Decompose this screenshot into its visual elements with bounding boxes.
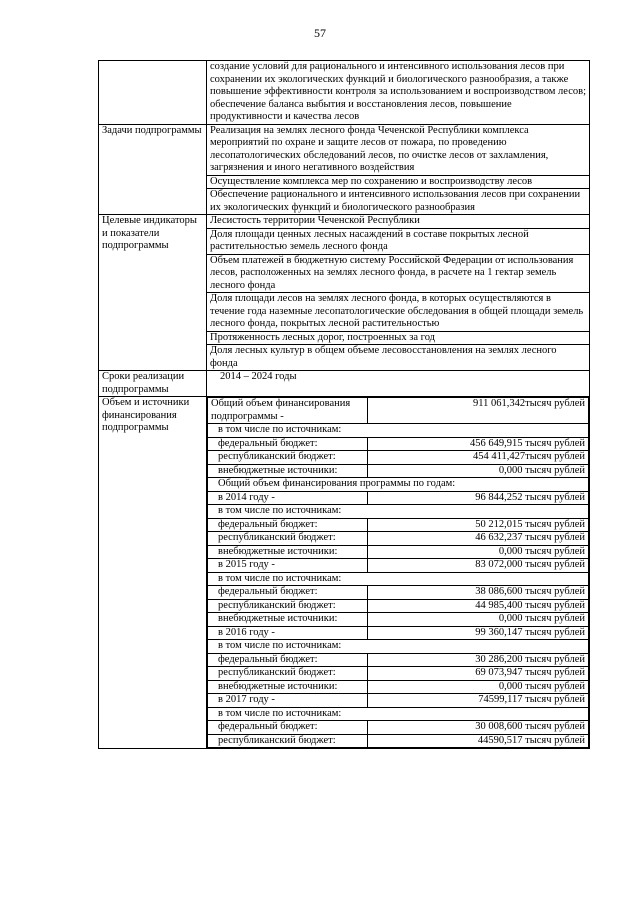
fin-republic-value: 44 985,400 тысяч рублей — [368, 599, 589, 613]
fin-extra-label: внебюджетные источники: — [208, 464, 368, 478]
fin-year-label: в 2015 году - — [208, 559, 368, 573]
terms-row — [99, 371, 590, 397]
fin-federal-label: федеральный бюджет: — [208, 437, 368, 451]
fin-republic-value: 44590,517 тысяч рублей — [368, 734, 589, 748]
fin-extra-label: внебюджетные источники: — [208, 680, 368, 694]
task-item: Реализация на землях лесного фонда Чеченской Республики комплекса мероприятий по охране и защите лесов от пожара, по проведению лесопатологических обследований лесов, по очистке лесов от захламления, загрязнения и иного негативного воздействия — [210, 124, 549, 173]
fin-federal-label: федеральный бюджет: — [208, 518, 368, 532]
tasks-row — [99, 124, 590, 215]
fin-year-total: 96 844,252 тысяч рублей — [368, 491, 589, 505]
fin-federal-label: федеральный бюджет: — [208, 653, 368, 667]
fin-year-total: 99 360,147 тысяч рублей — [368, 626, 589, 640]
fin-republic-label: республиканский бюджет: — [208, 667, 368, 681]
goals-row — [99, 61, 590, 125]
fin-total-value: 911 061,342тысяч рублей — [368, 398, 589, 424]
fin-extra-value: 0,000 тысяч рублей — [368, 464, 589, 478]
fin-sources-heading: в том числе по источникам: — [208, 707, 589, 721]
fin-federal-value: 30 008,600 тысяч рублей — [368, 721, 589, 735]
fin-year-label: в 2014 году - — [208, 491, 368, 505]
indicator-item: Объем платежей в бюджетную систему Российской Федерации от использования лесов, расположенных на землях лесного фонда, в расчете на 1 гектар земель лесного фонда — [207, 254, 589, 293]
fin-year-total: 74599,117 тысяч рублей — [368, 694, 589, 708]
fin-republic-value: 69 073,947 тысяч рублей — [368, 667, 589, 681]
fin-republic-label: республиканский бюджет: — [208, 451, 368, 465]
fin-republic-label: республиканский бюджет: — [208, 734, 368, 748]
fin-sources-heading: в том числе по источникам: — [208, 505, 589, 519]
fin-republic-label: республиканский бюджет: — [208, 532, 368, 546]
fin-extra-value: 0,000 тысяч рублей — [368, 680, 589, 694]
page-number: 57 — [314, 26, 326, 40]
indicator-item: Доля площади ценных лесных насаждений в составе покрытых лесной растительностью земель лесного фонда — [207, 228, 589, 254]
fin-republic-label: республиканский бюджет: — [208, 599, 368, 613]
goals-label-cell — [99, 61, 207, 125]
fin-total-row — [208, 398, 589, 424]
fin-extra-label: внебюджетные источники: — [208, 545, 368, 559]
fin-extra-value: 0,000 тысяч рублей — [368, 613, 589, 627]
task-item: Обеспечение рационального и интенсивного использования лесов при сохранении их экологических функций и биологического разнообразия — [207, 188, 589, 214]
task-item: Осуществление комплекса мер по сохранению и воспроизводству лесов — [207, 175, 589, 189]
goal-item: создание условий для рационального и интенсивного использования лесов при сохранении их экологических функций и биологического разнообразия, а также повышение эффективности контроля за использованием и воспроизводством лесов; — [210, 61, 586, 97]
fin-sources-heading: в том числе по источникам: — [208, 572, 589, 586]
passport-table — [98, 60, 590, 749]
fin-year-label: в 2017 году - — [208, 694, 368, 708]
fin-federal-value: 456 649,915 тысяч рублей — [368, 437, 589, 451]
fin-federal-label: федеральный бюджет: — [208, 586, 368, 600]
goals-text — [207, 61, 589, 124]
tasks-label: Задачи подпрограммы — [99, 124, 207, 215]
fin-republic-value: 46 632,237 тысяч рублей — [368, 532, 589, 546]
indicator-item: Лесистость территории Чеченской Республики — [210, 215, 420, 226]
fin-republic-value: 454 411,427тысяч рублей — [368, 451, 589, 465]
fin-total-label: Общий объем финансирования подпрограммы - — [208, 398, 368, 424]
fin-years-heading: Общий объем финансирования программы по годам: — [208, 478, 589, 492]
fin-year-total: 83 072,000 тысяч рублей — [368, 559, 589, 573]
financing-label: Объем и источники финансирования подпрограммы — [99, 397, 207, 749]
financing-row — [99, 397, 590, 749]
indicators-row — [99, 215, 590, 371]
indicator-item: Доля лесных культур в общем объеме лесовосстановления на землях лесного фонда — [207, 344, 589, 370]
fin-extra-value: 0,000 тысяч рублей — [368, 545, 589, 559]
goal-item: обеспечение баланса выбытия и восстановления лесов, повышение продуктивности и качества лесов — [210, 98, 512, 122]
fin-federal-value: 50 212,015 тысяч рублей — [368, 518, 589, 532]
fin-federal-label: федеральный бюджет: — [208, 721, 368, 735]
fin-sources-heading: в том числе по источникам: — [208, 640, 589, 654]
indicators-label: Целевые индикаторы и показатели подпрограммы — [99, 215, 207, 371]
fin-federal-value: 38 086,600 тысяч рублей — [368, 586, 589, 600]
fin-extra-label: внебюджетные источники: — [208, 613, 368, 627]
terms-value: 2014 – 2024 годы — [220, 371, 297, 382]
terms-label: Сроки реализации подпрограммы — [99, 371, 207, 397]
fin-federal-value: 30 286,200 тысяч рублей — [368, 653, 589, 667]
fin-sources-heading: в том числе по источникам: — [208, 424, 589, 438]
indicator-item: Доля площади лесов на землях лесного фонда, в которых осуществляются в течение года наземные лесопатологические обследования в общей площади земель лесного фонда, покрытых лесной растительностью — [207, 292, 589, 331]
financing-table — [207, 397, 589, 748]
indicator-item: Протяженность лесных дорог, построенных за год — [207, 331, 589, 345]
fin-year-label: в 2016 году - — [208, 626, 368, 640]
